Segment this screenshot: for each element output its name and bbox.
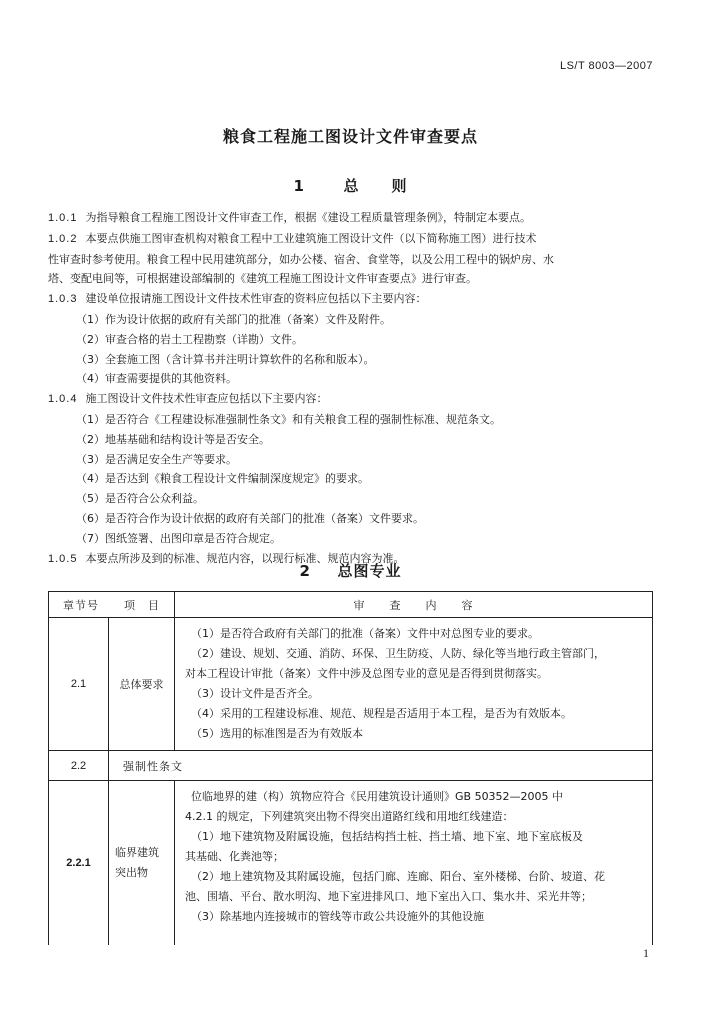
clause-text: （6）是否符合作为设计依据的政府有关部门的批准（备案）文件要求。 (76, 511, 424, 525)
clause-number: 1.0.2 (48, 232, 78, 245)
review-table (48, 591, 653, 945)
clause-text: （3）全套施工图（含计算书并注明计算软件的名称和版本）。 (76, 352, 375, 366)
clause-list-item (48, 529, 653, 549)
clause-text: 本要点供施工图审查机构对粮食工程中工业建筑施工图设计文件（以下简称施工图）进行技术 (85, 231, 537, 245)
clause-number: 1.0.4 (48, 393, 78, 406)
header-section: 章节号 (63, 598, 99, 612)
table-header-row (49, 592, 653, 618)
content-line: （4）采用的工程建设标准、规范、规程是否适用于本工程，是否为有效版本。 (191, 707, 572, 720)
row-number: 2.2 (49, 751, 109, 781)
clause-text: （2）审查合格的岩土工程勘察（详勘）文件。 (76, 332, 303, 346)
table-row (49, 751, 653, 781)
content-line: （2）建设、规划、交通、消防、环保、卫生防疫、人防、绿化等当地行政主管部门， (191, 647, 605, 660)
chapter-2-title: 总图专业 (337, 562, 402, 580)
content-line: （3）除基地内连接城市的管线等市政公共设施外的其他设施 (191, 910, 484, 923)
clause-text: （2）地基基础和结构设计等是否安全。 (76, 432, 270, 446)
clause-text: 塔、变配电间等，可根据建设部编制的《建筑工程施工图设计文件审查要点》进行审查。 (48, 272, 477, 286)
row-number: 2.2.1 (49, 781, 109, 946)
clause-number: 1.0.1 (48, 212, 78, 224)
clause-list-item (48, 410, 653, 430)
clauses-block (48, 208, 653, 569)
content-line: 位临地界的建（构）筑物应符合《民用建筑设计通则》GB 50352—2005 中 (191, 790, 564, 803)
clause-list-item (48, 469, 653, 489)
chapter-1-title: 总 则 (343, 177, 408, 195)
clause-number: 1.0.5 (48, 552, 78, 565)
row-content (175, 781, 653, 946)
row-merged-title: 强制性条文 (109, 751, 653, 781)
clause-text: 为指导粮食工程施工图设计文件审查工作，根据《建设工程质量管理条例》，特制定本要点。 (85, 211, 531, 224)
clause-text: （1）是否符合《工程建设标准强制性条文》和有关粮食工程的强制性标准、规范条文。 (76, 412, 501, 426)
content-line: （1）地下建筑物及附属设施，包括结构挡土桩、挡土墙、地下室、地下室底板及 (191, 830, 583, 843)
content-line: （1）是否符合政府有关部门的批准（备案）文件中对总图专业的要求。 (191, 627, 539, 640)
clause-text: （5）是否符合公众利益。 (76, 492, 204, 506)
row-content (175, 618, 653, 751)
content-line: 对本工程设计审批（备案）文件中涉及总图专业的意见是否得到贯彻落实。 (185, 667, 548, 680)
content-line: 池、围墙、平台、散水明沟、地下室进排风口、地下室出入口、集水井、采光井等； (185, 890, 592, 903)
clause-list-item (48, 350, 653, 370)
clause-text: （3）是否满足安全生产等要求。 (76, 452, 237, 466)
row-item (109, 781, 175, 946)
clause-line (48, 289, 653, 310)
chapter-2-number: 2 (299, 562, 311, 580)
document-title: 粮食工程施工图设计文件审查要点 (222, 127, 478, 146)
clause-text: （7）图纸签署、出图印章是否符合规定。 (76, 531, 281, 545)
clause-line (48, 229, 653, 250)
row-item-text: 临界建筑突出物 (115, 846, 159, 879)
content-line: （2）地上建筑物及其附属设施，包括门廊、连廊、阳台、室外楼梯、台阶、坡道、花 (191, 870, 605, 883)
content-line: 其基础、化粪池等； (185, 850, 284, 863)
clause-number: 1.0.3 (48, 293, 78, 306)
chapter-2-heading (0, 560, 701, 581)
page-number: 1 (643, 946, 649, 960)
clause-continuation (48, 269, 653, 289)
standard-code: LS/T 8003—2007 (559, 60, 653, 72)
table-row (49, 618, 653, 751)
chapter-1-heading (0, 175, 701, 196)
content-line: （5）选用的标准图是否为有效版本 (191, 727, 363, 740)
clause-text: 本要点所涉及到的标准、规范内容，以现行标准、规范内容为准。 (85, 551, 405, 565)
content-line: 4.2.1 的规定，下列建筑突出物不得突出道路红线和用地红线建造： (185, 810, 514, 823)
header-content: 审 查 内 容 (175, 592, 653, 618)
clause-list-item (48, 310, 653, 330)
clause-continuation (48, 250, 653, 270)
clause-text: （4）审查需要提供的其他资料。 (76, 372, 237, 386)
clause-text: （1）作为设计依据的政府有关部门的批准（备案）文件及附件。 (76, 312, 391, 326)
clause-text: （4）是否达到《粮食工程设计文件编制深度规定》的要求。 (76, 472, 369, 486)
clause-text: 施工图设计文件技术性审查应包括以下主要内容： (85, 392, 328, 406)
header-section-item (49, 592, 175, 618)
clause-text: 性审查时参考使用。粮食工程中民用建筑部分，如办公楼、宿舍、食堂等，以及公用工程中的锅炉房、水 (48, 252, 554, 266)
header-item: 项 目 (124, 598, 160, 612)
clause-text: 建设单位报请施工图设计文件技术性审查的资料应包括以下主要内容： (85, 292, 427, 306)
clause-line (48, 208, 653, 229)
clause-list-item (48, 430, 653, 450)
clause-list-item (48, 450, 653, 470)
clause-line (48, 389, 653, 410)
chapter-1-number: 1 (293, 177, 305, 195)
clause-list-item (48, 489, 653, 509)
clause-list-item (48, 369, 653, 389)
table-row (49, 781, 653, 946)
row-item: 总体要求 (109, 618, 175, 751)
row-number: 2.1 (49, 618, 109, 751)
content-line: （3）设计文件是否齐全。 (191, 687, 319, 700)
clause-list-item (48, 509, 653, 529)
clause-list-item (48, 330, 653, 350)
